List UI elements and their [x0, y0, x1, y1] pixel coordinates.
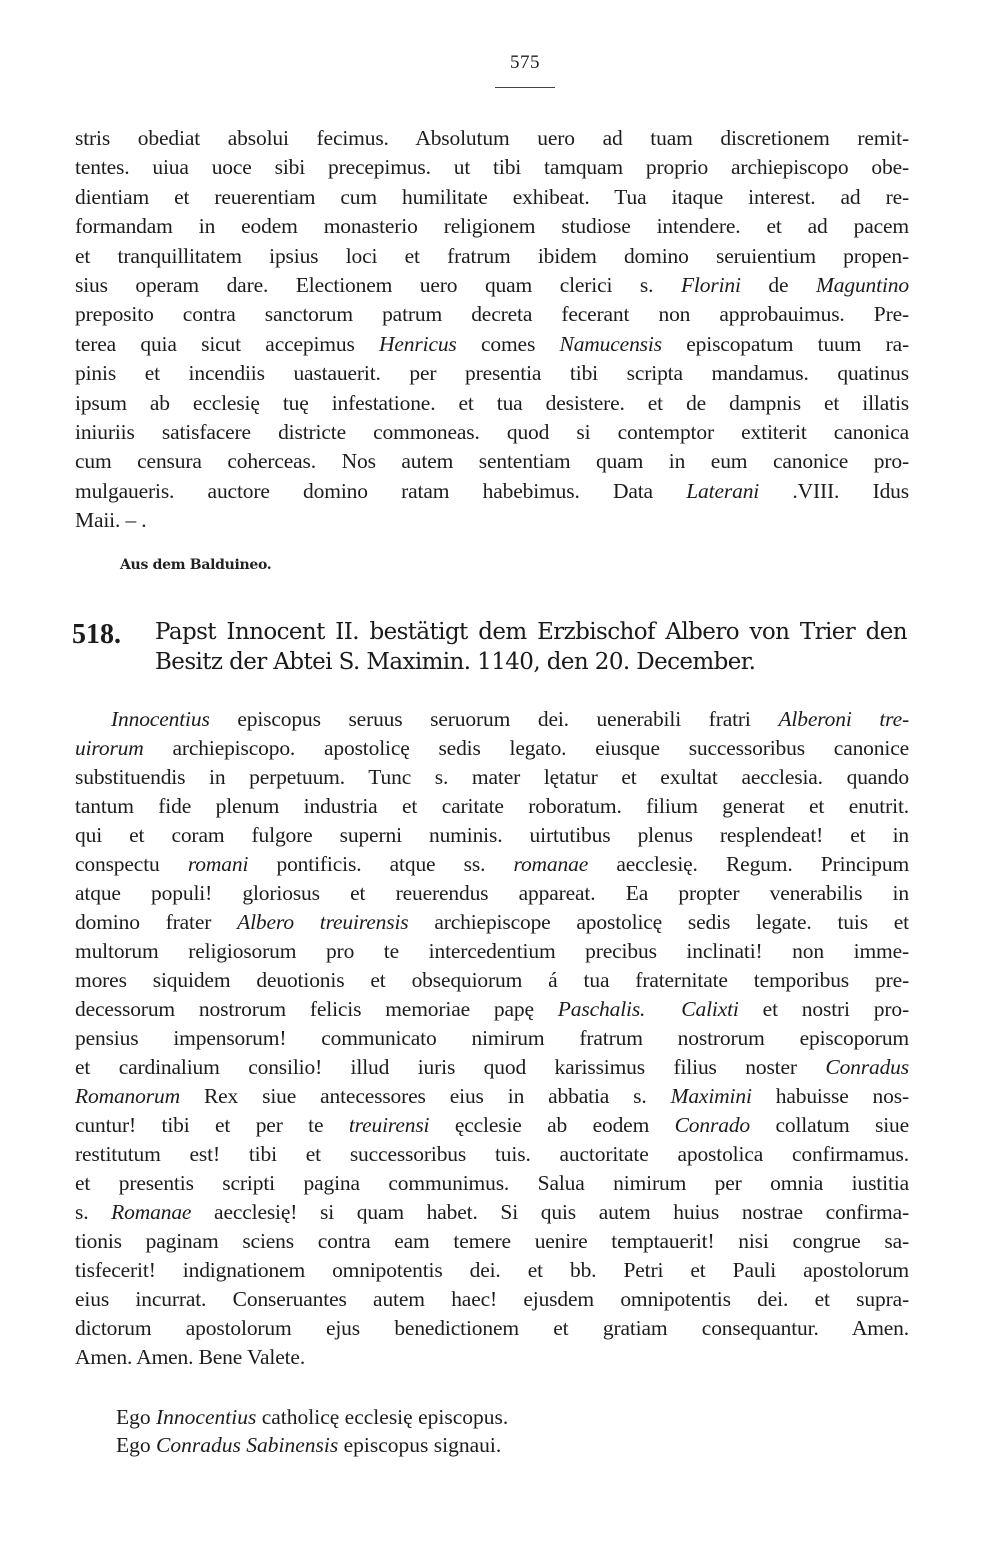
document-title-line-1: Papst Innocent II. bestätigt dem Erzbischof Albero von Trier den: [155, 619, 907, 645]
page-number-rule: [495, 87, 555, 88]
text-line: [75, 1314, 909, 1343]
text-span: decessorum nostrorum felicis memoriae papę: [75, 997, 558, 1021]
text-line: [75, 1256, 909, 1285]
text-line: [75, 908, 909, 937]
text-span: multorum religiosorum pro te intercedentium precibus inclinati! non imme-: [75, 939, 909, 963]
text-line: [75, 792, 909, 821]
text-span: de: [740, 272, 816, 297]
text-span: archiepiscopo. apostolicę sedis legato. eiusque successoribus canonice: [143, 736, 909, 760]
text-line: [75, 1227, 909, 1256]
text-line: [75, 879, 909, 908]
text-line: [75, 124, 909, 153]
italic-span: Florini: [680, 272, 741, 297]
italic-span: Romanae: [111, 1200, 192, 1224]
text-span: domino frater: [75, 910, 238, 934]
text-span: Maii. – .: [75, 508, 147, 533]
text-span: aecclesię! si quam habet. Si quis autem huius nostrae confirma-: [191, 1200, 909, 1224]
text-span: Ego: [116, 1405, 157, 1429]
text-line: [75, 389, 909, 418]
text-span: tionis paginam sciens contra eam temere uenire temptauerit! nisi congrue sa-: [75, 1229, 909, 1253]
text-span: et tranquillitatem ipsius loci et fratrum ibidem domino seruientium propen-: [75, 243, 909, 268]
text-span: archiepiscope apostolicę sedis legate. tuis et: [408, 910, 909, 934]
page-number: 575: [510, 52, 540, 73]
text-span: formandam in eodem monasterio religionem studiose intendere. et ad pacem: [75, 214, 909, 239]
text-span: .VIII. Idus: [759, 478, 909, 503]
text-line: [75, 763, 909, 792]
text-span: pensius impensorum! communicato nimirum fratrum nostrorum episcoporum: [75, 1026, 909, 1050]
italic-span: romani: [187, 852, 249, 876]
text-span: atque populi! gloriosus et reuerendus appareat. Ea propter venerabilis in: [75, 881, 909, 905]
text-span: qui et coram fulgore superni numinis. uirtutibus plenus resplendeat! et in: [75, 823, 909, 847]
italic-span: Henricus: [379, 331, 457, 356]
italic-span: Conradus Sabinensis: [156, 1433, 339, 1457]
text-span: dictorum apostolorum ejus benedictionem et gratiam consequantur. Amen.: [75, 1316, 909, 1340]
text-span: mulgaueris. auctore domino ratam habebimus. Data: [75, 478, 687, 503]
italic-span: Maximini: [670, 1084, 752, 1108]
text-line: [75, 1082, 909, 1111]
italic-span: uirorum: [75, 736, 144, 760]
text-line: [75, 271, 909, 300]
text-span: ęcclesie ab eodem: [429, 1113, 675, 1137]
text-line: [75, 1024, 909, 1053]
text-span: Rex siue antecessores eius in abbatia s.: [179, 1084, 671, 1108]
italic-span: Calixti: [681, 997, 739, 1021]
italic-span: Innocentius: [111, 707, 210, 731]
text-line: [75, 850, 909, 879]
text-line: [75, 183, 909, 212]
text-line: [75, 1111, 909, 1140]
text-span: conspectu: [75, 852, 188, 876]
italic-span: Romanorum: [75, 1084, 180, 1108]
italic-span: Paschalis.: [557, 997, 646, 1021]
text-span: tantum fide plenum industria et caritate roboratum. filium generat et enutrit.: [75, 794, 909, 818]
text-line: [75, 937, 909, 966]
text-line: [75, 212, 909, 241]
document-number: 518.: [72, 619, 121, 650]
text-line: [75, 447, 909, 476]
text-span: terea quia sicut accepimus: [75, 331, 380, 356]
continuation-paragraph: [75, 124, 909, 535]
text-span: et presentis scripti pagina communimus. Salua nimirum per omnia iustitia: [75, 1171, 909, 1195]
text-span: et nostri pro-: [738, 997, 909, 1021]
text-line: [75, 1285, 909, 1314]
text-line: [75, 153, 909, 182]
text-span: stris obediat absolui fecimus. Absolutum uero ad tuam discretionem remit-: [75, 126, 909, 150]
text-span: habuisse nos-: [751, 1084, 909, 1108]
signature-line: [116, 1405, 508, 1430]
text-line: [75, 1053, 909, 1082]
text-span: catholicę ecclesię episcopus.: [256, 1405, 509, 1429]
text-span: pinis et incendiis uastauerit. per presentia tibi scripta mandamus. quatinus: [75, 361, 909, 386]
text-line: [75, 477, 909, 506]
text-line: [75, 734, 909, 763]
source-note: Aus dem Balduineo.: [120, 557, 272, 573]
italic-span: treuirensi: [348, 1113, 430, 1137]
text-line: [75, 300, 909, 329]
italic-span: Namucensis: [559, 331, 662, 356]
text-span: substituendis in perpetuum. Tunc s. mater lętatur et exultat aecclesia. quando: [75, 765, 909, 789]
text-line: [75, 506, 909, 535]
text-span: Amen. Amen. Bene Valete.: [75, 1345, 306, 1369]
document-title-line-2: Besitz der Abtei S. Maximin. 1140, den 20. December.: [155, 649, 756, 675]
text-span: episcopus signaui.: [338, 1433, 502, 1457]
text-span: pontificis. atque ss.: [248, 852, 514, 876]
text-line: [75, 1169, 909, 1198]
text-line: [75, 821, 909, 850]
text-span: Ego: [116, 1433, 157, 1457]
text-span: episcopatum tuum ra-: [661, 331, 909, 356]
text-span: iniuriis satisfacere districte commoneas. quod si contemptor extiterit canonica: [75, 419, 909, 444]
italic-span: Conradus: [825, 1055, 909, 1079]
text-line: [75, 1343, 909, 1372]
text-span: preposito contra sanctorum patrum decreta fecerant non approbauimus. Pre-: [75, 302, 909, 327]
text-span: episcopus seruus seruorum dei. uenerabili fratri: [209, 707, 779, 731]
text-span: tentes. uiua uoce sibi precepimus. ut tibi tamquam proprio archiepiscopo obe-: [75, 155, 909, 180]
text-span: mores siquidem deuotionis et obsequiorum á tua fraternitate temporibus pre-: [75, 968, 909, 992]
text-span: et cardinalium consilio! illud iuris quod karissimus filius noster: [75, 1055, 826, 1079]
text-span: restitutum est! tibi et successoribus tuis. auctoritate apostolica confirmamus.: [75, 1142, 909, 1166]
text-line: [75, 418, 909, 447]
italic-span: Laterani: [686, 478, 760, 503]
text-span: cuntur! tibi et per te: [75, 1113, 349, 1137]
text-span: tisfecerit! indignationem omnipotentis dei. et bb. Petri et Pauli apostolorum: [75, 1258, 909, 1282]
text-line: [75, 1198, 909, 1227]
text-line: [75, 242, 909, 271]
text-line: [75, 995, 909, 1024]
italic-span: romanae: [513, 852, 589, 876]
text-span: cum censura coherceas. Nos autem sententiam quam in eum canonice pro-: [75, 449, 909, 474]
italic-span: Maguntino: [815, 272, 909, 297]
signature-line: [116, 1433, 501, 1458]
text-line: [75, 705, 909, 734]
text-span: eius incurrat. Conseruantes autem haec! ejusdem omnipotentis dei. et supra-: [75, 1287, 909, 1311]
text-span: collatum siue: [750, 1113, 910, 1137]
text-span: s.: [75, 1200, 112, 1224]
italic-span: Innocentius: [156, 1405, 257, 1429]
text-line: [75, 966, 909, 995]
text-line: [75, 330, 909, 359]
italic-span: Alberoni tre-: [778, 707, 909, 731]
document-text: [75, 705, 909, 1372]
text-span: ipsum ab ecclesię tuę infestatione. et tua desistere. et de dampnis et illatis: [75, 390, 909, 415]
text-line: [75, 1140, 909, 1169]
text-span: aecclesię. Regum. Principum: [588, 852, 910, 876]
text-span: comes: [456, 331, 560, 356]
text-line: [75, 359, 909, 388]
italic-span: Conrado: [674, 1113, 751, 1137]
text-span: dientiam et reuerentiam cum humilitate exhibeat. Tua itaque interest. ad re-: [75, 184, 909, 209]
text-span: sius operam dare. Electionem uero quam clerici s.: [75, 272, 681, 297]
italic-span: Albero treuirensis: [237, 910, 409, 934]
